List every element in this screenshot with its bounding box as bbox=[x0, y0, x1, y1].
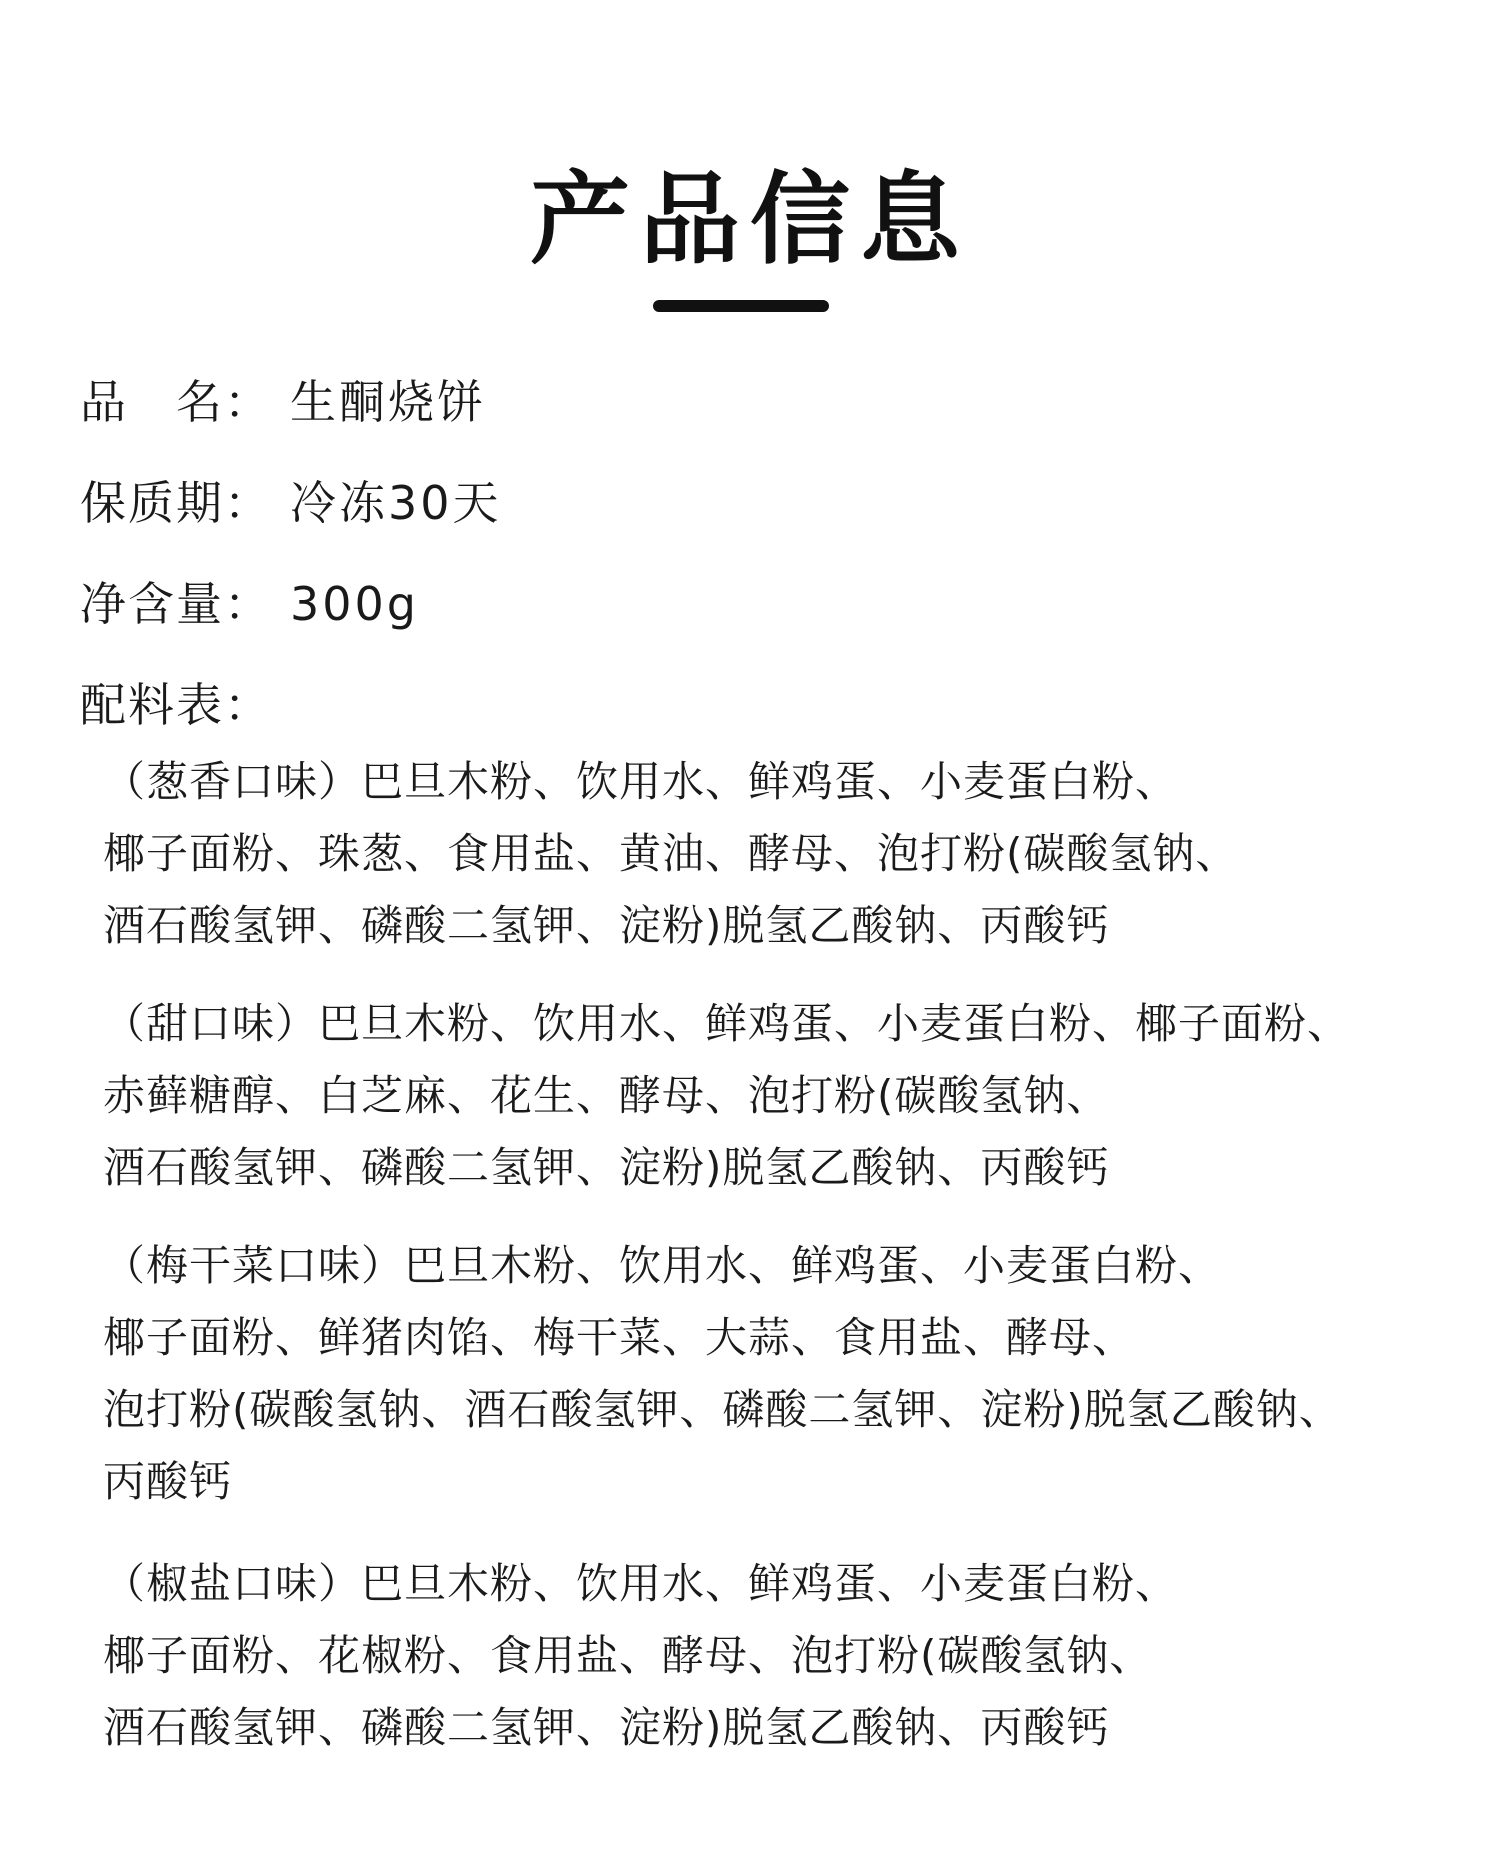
ingredient-line: （椒盐口味）巴旦木粉、饮用水、鲜鸡蛋、小麦蛋白粉、 bbox=[103, 1559, 1179, 1608]
page-title: 产品信息 bbox=[530, 161, 970, 278]
ingredients-label: 配料表： bbox=[80, 678, 272, 732]
ingredient-line: 酒石酸氢钾、磷酸二氢钾、淀粉)脱氢乙酸钠、丙酸钙 bbox=[103, 1143, 1110, 1192]
ingredient-line: 椰子面粉、花椒粉、食用盐、酵母、泡打粉(碳酸氢钠、 bbox=[103, 1631, 1153, 1680]
ingredients-scallion-flavor bbox=[103, 746, 1493, 962]
ingredient-line: （葱香口味）巴旦木粉、饮用水、鲜鸡蛋、小麦蛋白粉、 bbox=[103, 757, 1179, 806]
net-weight-value: 300g bbox=[290, 577, 419, 631]
ingredient-line: 赤藓糖醇、白芝麻、花生、酵母、泡打粉(碳酸氢钠、 bbox=[103, 1071, 1110, 1120]
net-weight-row bbox=[80, 574, 1460, 634]
ingredient-line: 椰子面粉、鲜猪肉馅、梅干菜、大蒜、食用盐、酵母、 bbox=[103, 1313, 1136, 1362]
ingredient-line: 酒石酸氢钾、磷酸二氢钾、淀粉)脱氢乙酸钠、丙酸钙 bbox=[103, 901, 1110, 950]
product-name-row bbox=[80, 372, 1460, 432]
net-weight-label: 净含量： bbox=[80, 577, 272, 631]
shelf-life-value: 冷冻30天 bbox=[290, 476, 502, 530]
product-name-label: 品 名： bbox=[80, 375, 272, 429]
ingredient-line: 泡打粉(碳酸氢钠、酒石酸氢钾、磷酸二氢钾、淀粉)脱氢乙酸钠、 bbox=[103, 1385, 1342, 1434]
ingredients-preserved-vegetable-flavor bbox=[103, 1230, 1493, 1518]
ingredients-sweet-flavor bbox=[103, 988, 1493, 1204]
shelf-life-label: 保质期： bbox=[80, 476, 272, 530]
ingredient-line: 椰子面粉、珠葱、食用盐、黄油、酵母、泡打粉(碳酸氢钠、 bbox=[103, 829, 1239, 878]
ingredient-line: 丙酸钙 bbox=[103, 1457, 233, 1506]
ingredient-line: 酒石酸氢钾、磷酸二氢钾、淀粉)脱氢乙酸钠、丙酸钙 bbox=[103, 1703, 1110, 1752]
ingredient-line: （梅干菜口味）巴旦木粉、饮用水、鲜鸡蛋、小麦蛋白粉、 bbox=[103, 1241, 1222, 1290]
shelf-life-row bbox=[80, 473, 1460, 533]
ingredients-label-row bbox=[80, 675, 1460, 735]
title-underline bbox=[653, 300, 829, 312]
product-name-value: 生酮烧饼 bbox=[290, 375, 486, 429]
ingredients-pepper-salt-flavor bbox=[103, 1548, 1493, 1764]
ingredient-line: （甜口味）巴旦木粉、饮用水、鲜鸡蛋、小麦蛋白粉、椰子面粉、 bbox=[103, 999, 1351, 1048]
